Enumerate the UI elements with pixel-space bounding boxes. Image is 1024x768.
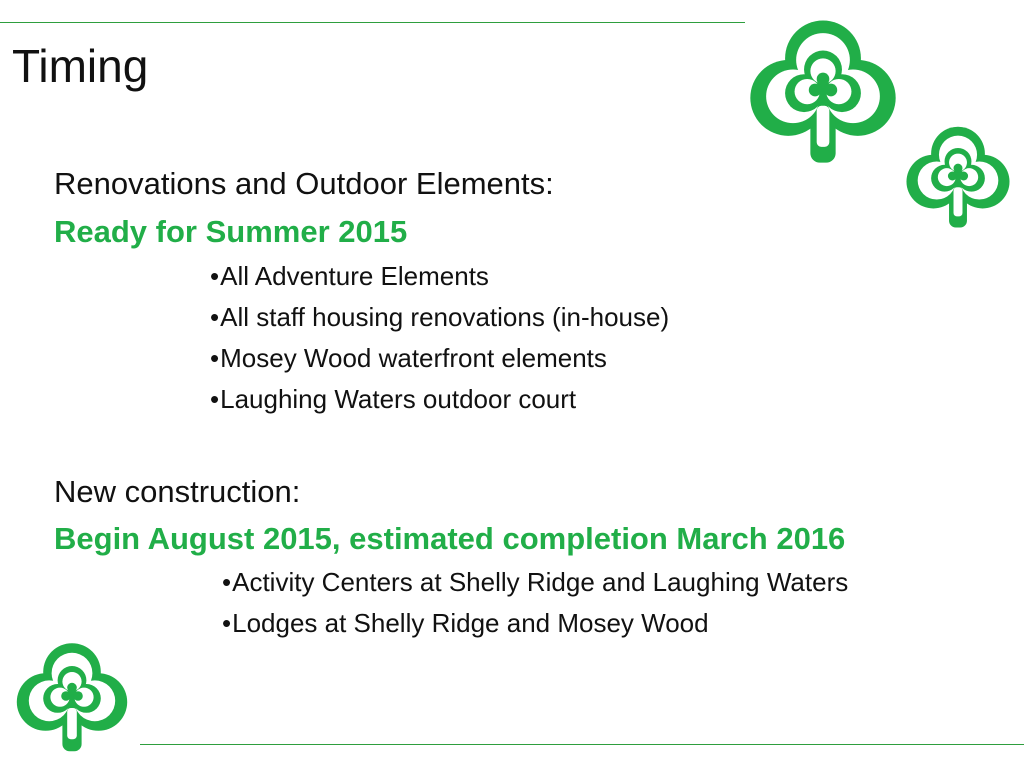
list-item-text: Laughing Waters outdoor court [220, 384, 577, 414]
bullet-icon: • [210, 302, 220, 332]
list-item-text: All Adventure Elements [220, 261, 489, 291]
list-item [210, 256, 669, 297]
bullet-icon: • [222, 567, 232, 597]
section-heading-new-construction: New construction: [54, 474, 301, 509]
list-item-text: Mosey Wood waterfront elements [220, 343, 607, 373]
bullet-icon: • [210, 384, 220, 414]
top-divider [0, 22, 745, 23]
list-item-text: All staff housing renovations (in-house) [220, 302, 670, 332]
slide-title: Timing [12, 40, 149, 92]
list-item [222, 603, 848, 644]
bullet-icon: • [210, 261, 220, 291]
list-item [210, 338, 669, 379]
list-item [222, 562, 848, 603]
trefoil-icon [12, 634, 132, 758]
section-subheading-schedule: Begin August 2015, estimated completion March 2016 [54, 521, 846, 556]
trefoil-icon [902, 118, 1014, 234]
list-item [210, 297, 669, 338]
bottom-divider [140, 744, 1024, 745]
list-item-text: Activity Centers at Shelly Ridge and Laughing Waters [232, 567, 849, 597]
new-construction-bullet-list [222, 562, 848, 644]
trefoil-icon [744, 6, 902, 174]
section-subheading-summer-2015: Ready for Summer 2015 [54, 214, 408, 249]
renovations-bullet-list [210, 256, 669, 420]
list-item-text: Lodges at Shelly Ridge and Mosey Wood [232, 608, 709, 638]
list-item [210, 379, 669, 420]
bullet-icon: • [210, 343, 220, 373]
section-heading-renovations: Renovations and Outdoor Elements: [54, 166, 554, 201]
bullet-icon: • [222, 608, 232, 638]
